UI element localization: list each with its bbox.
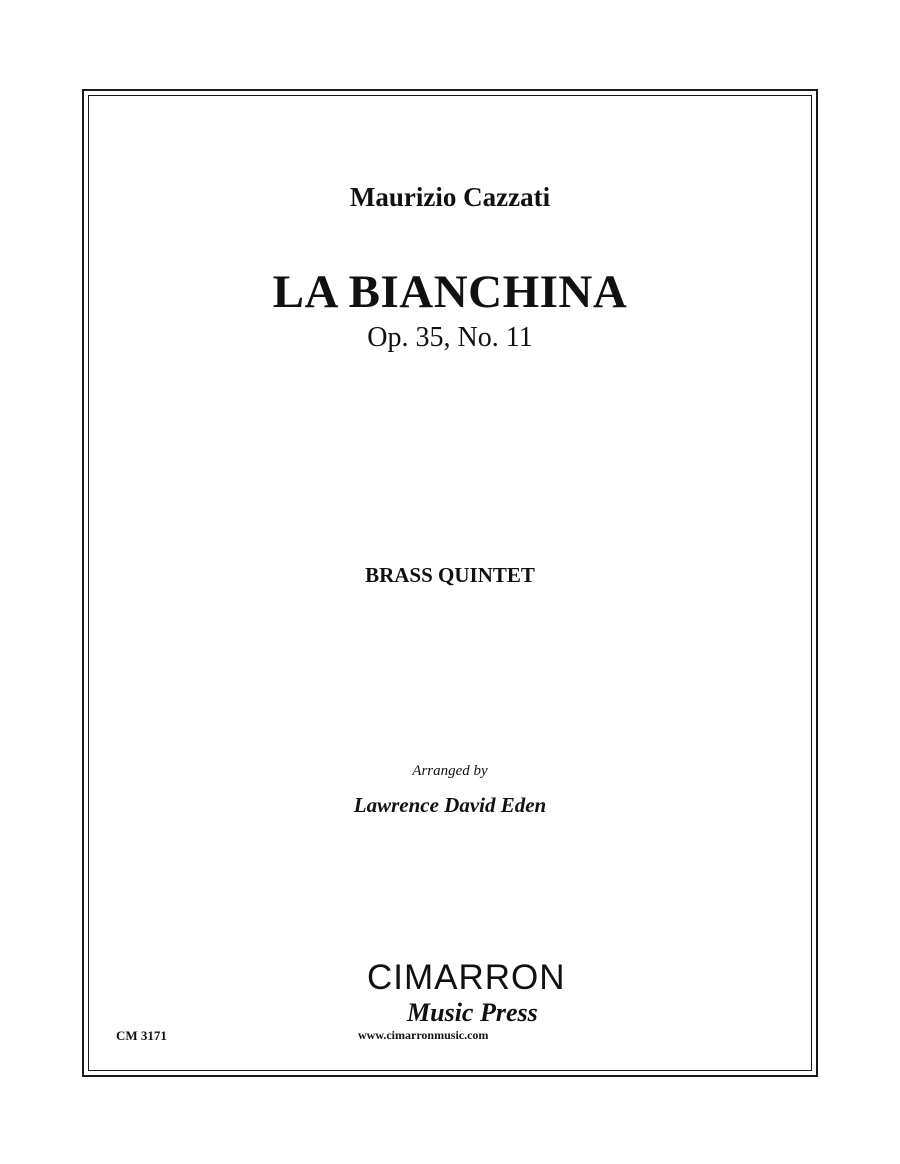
ensemble-label: BRASS QUINTET (365, 563, 535, 587)
publisher-logo-subtitle: Music Press (407, 998, 538, 1027)
piece-title: LA BIANCHINA (272, 266, 628, 318)
arranged-by-label: Arranged by (412, 763, 488, 779)
catalog-number: CM 3171 (116, 1028, 167, 1043)
publisher-logo (355, 958, 566, 1048)
opus-number: Op. 35, No. 11 (367, 322, 533, 353)
composer-name: Maurizio Cazzati (349, 182, 551, 212)
arranger-name: Lawrence David Eden (353, 793, 547, 817)
publisher-logo-name: CIMARRON (367, 958, 566, 997)
publisher-url: www.cimarronmusic.com (358, 1028, 489, 1042)
